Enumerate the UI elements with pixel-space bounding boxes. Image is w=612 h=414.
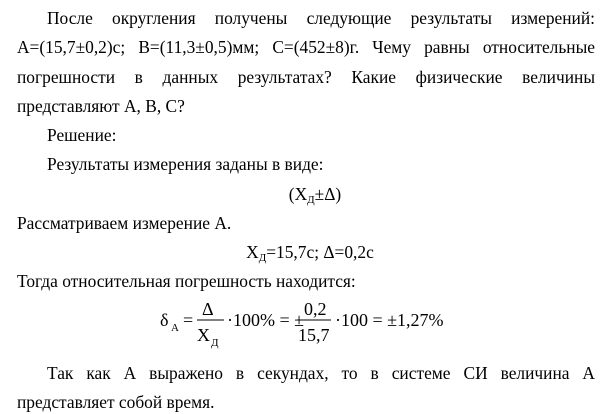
equals-sign: = <box>183 310 194 330</box>
form-expression: $(X_Д\pm\Delta)$ <box>288 184 342 206</box>
multiply-percent: ·100% = ± <box>227 310 305 330</box>
fraction2-denominator: 15,7 <box>298 325 330 345</box>
paragraph-line-3: погрешности в данных результатах? Какие физические величины <box>17 67 595 87</box>
paragraph-line-2: A=(15,7±0,2)с; B=(11,3±0,5)мм; C=(452±8)г. Чему равны относительные <box>17 37 595 57</box>
measurement-values: $X_Д=15,7с$; Δ=0,2с <box>246 242 374 264</box>
paragraph-line-1: После округления получены следующие результаты измерений: <box>47 8 595 28</box>
results-form-text: Результаты измерения заданы в виде: <box>47 154 324 174</box>
solution-heading: Решение: <box>47 125 117 145</box>
delta-symbol: δ <box>160 310 169 330</box>
then-text: Тогда относительная погрешность находится: <box>17 271 356 291</box>
conclusion-line-1: Так как А выражено в секундах, то в системе СИ величина А <box>47 363 595 383</box>
fraction1-numerator: Δ <box>202 299 214 319</box>
consider-text: Рассматриваем измерение А. <box>17 213 232 233</box>
fraction1-denominator-sub: Д <box>211 337 219 349</box>
relative-error-formula <box>0 282 612 352</box>
formula-result: ·100 = ±1,27% <box>335 310 444 330</box>
delta-subscript: A <box>171 322 179 334</box>
paragraph-line-4: представляют A, B, C? <box>17 96 185 116</box>
conclusion-line-2: представляет собой время. <box>17 392 215 412</box>
fraction1-denominator: X <box>197 325 210 345</box>
fraction2-numerator: 0,2 <box>304 299 327 319</box>
